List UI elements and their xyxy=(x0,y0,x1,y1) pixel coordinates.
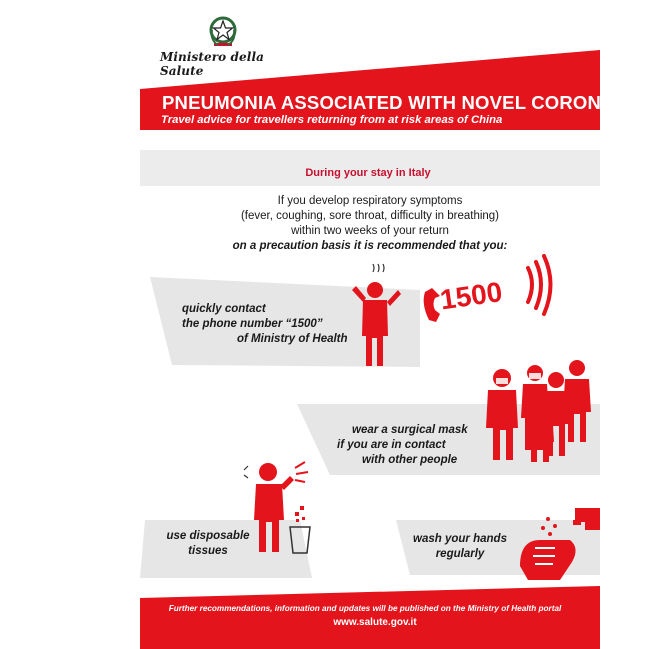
intro-line-1: If you develop respiratory symptoms xyxy=(277,195,463,207)
poster-title: PNEUMONIA ASSOCIATED WITH NOVEL CORONAVIRUS xyxy=(162,92,671,113)
intro-line-2: (fever, coughing, sore throat, difficulty in breathing) xyxy=(240,210,500,222)
tip-contact-line-3: of Ministry of Health xyxy=(237,333,348,345)
tip-tissues-line-2: tissues xyxy=(188,545,228,557)
intro-line-3: within two weeks of your return xyxy=(291,225,449,237)
coughing-person-icon xyxy=(352,264,401,366)
tip-tissues-line-1: use disposable xyxy=(166,530,250,542)
tip-mask-line-3: with other people xyxy=(362,454,458,466)
tip-tissues xyxy=(163,529,253,559)
tip-contact-line-2: the phone number “1500” xyxy=(182,318,323,330)
footer-url[interactable]: www.salute.gov.it xyxy=(333,617,417,628)
tip-mask-line-1: wear a surgical mask xyxy=(352,424,468,436)
intro-line-4: on a precaution basis it is recommended that you: xyxy=(232,240,508,252)
phone-number: 1500 xyxy=(438,276,505,316)
section-label: During your stay in Italy xyxy=(305,167,431,179)
tip-wash-line-2: regularly xyxy=(435,548,485,560)
footer-note: Further recommendations, information and updates will be published on the Ministry of Health portal xyxy=(168,604,562,613)
tip-wash-line-1: wash your hands xyxy=(413,533,507,545)
poster-subtitle: Travel advice for travellers returning from at risk areas of China xyxy=(161,114,503,126)
hand-washing-icon xyxy=(520,508,600,580)
sneezing-person-icon xyxy=(244,462,308,552)
tip-mask xyxy=(337,423,468,468)
tip-mask-line-2: if you are in contact xyxy=(337,439,446,451)
bin-icon xyxy=(290,506,310,553)
tip-wash xyxy=(405,532,515,562)
tip-contact-line-1: quickly contact xyxy=(182,303,266,315)
ministry-name: Ministero della Salute xyxy=(160,50,264,78)
